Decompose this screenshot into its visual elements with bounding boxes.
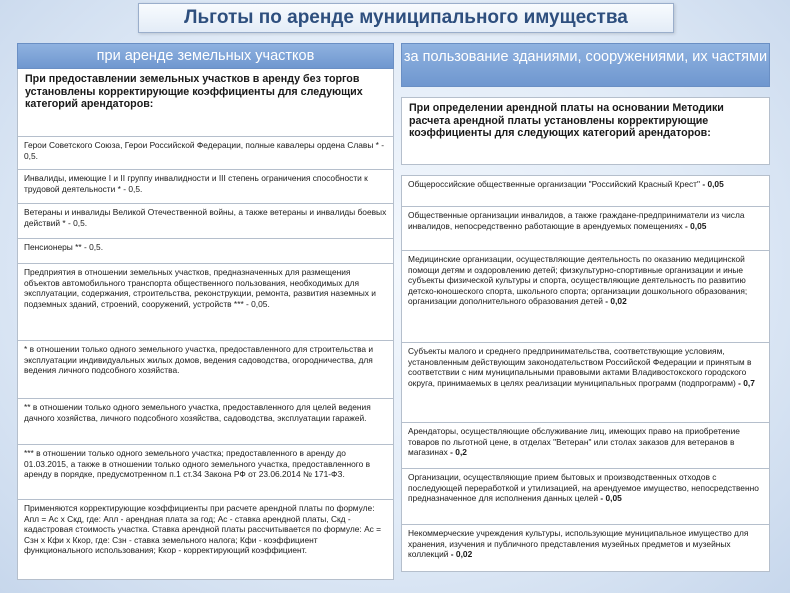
land-lease-header: при аренде земельных участков (17, 43, 394, 69)
page-title: Льготы по аренде муниципального имущества (138, 3, 674, 33)
building-lease-header: за пользование зданиями, сооружениями, их частями (401, 43, 770, 87)
land-item-veterans: Ветераны и инвалиды Великой Отечественной войны, а также ветераны и инвалиды боевых действий * - 0,5. (17, 204, 394, 239)
building-item-value: - 0,02 (448, 549, 473, 560)
land-formula-note: Применяются корректирующие коэффициенты при расчете арендной платы по формуле: Апл = Ас х Скд, где: Апл - арендная плата за год; Ас - ставка арендной платы, Скд - кадастровая стоимость участка. Ставка арендной платы рассчитывается по формуле: Ас = Сзн х Кфи х Ккор, где: Сзн - ставка земельного налога; Кфи - коэффициент функционального использования; Ккор - корректирующий коэффициент. (17, 500, 394, 580)
building-item-text: Некоммерческие учреждения культуры, использующие муниципальное имущество для хранения, изучения и публичного представления музейных предметов и музейных коллекций (408, 528, 749, 560)
building-item-medical (401, 251, 770, 343)
land-lease-intro: При предоставлении земельных участков в аренду без торгов установлены корректирующие коэффициенты для следующих категорий арендаторов: (17, 69, 394, 137)
land-item-heroes: Герои Советского Союза, Герои Российской Федерации, полные кавалеры ордена Славы * - 0,5. (17, 137, 394, 170)
building-item-veteran-shops (401, 423, 770, 469)
land-item-disabled: Инвалиды, имеющие I и II группу инвалидности и III степень ограничения способности к трудовой деятельности * - 0,5. (17, 170, 394, 204)
land-item-pensioners: Пенсионеры ** - 0,5. (17, 239, 394, 264)
building-item-text: Субъекты малого и среднего предпринимательства, соответствующие условиям, установленным действующим законодательством Российской Федерации и принятым в соответствии с ним муниципальными правовыми актами Владивостокского городского округа, принимаемых в целях реализации муниципальных программ (подпрограмм) (408, 346, 752, 388)
building-item-museums (401, 525, 770, 572)
building-item-disabled-orgs (401, 207, 770, 251)
building-item-text: Общественные организации инвалидов, а также граждане-предприниматели из числа инвалидов, непосредственно работающие в арендуемых помещениях (408, 210, 745, 231)
building-item-value: - 0,02 (602, 296, 627, 307)
building-item-waste (401, 469, 770, 525)
building-lease-intro: При определении арендной платы на основании Методики расчета арендной платы установлены корректирующие коэффициенты для следующих категорий арендаторов: (401, 97, 770, 165)
building-item-value: - 0,7 (735, 377, 755, 388)
building-item-value: - 0,05 (682, 220, 707, 231)
building-item-text: Общероссийские общественные организации "Российский Красный Крест" (408, 179, 700, 189)
building-item-text: Медицинские организации, осуществляющие деятельность по оказанию медицинской помощи детям и оздоровлению детей; физкультурно-спортивные организации и иные субъекты физической культуры и спорта, осуществляющие деятельность по развитию детско-юношеского спорта, школьного спорта; организации дошкольного образования; организации дополнительного образования детей (408, 254, 748, 307)
building-item-red-cross (401, 175, 770, 207)
building-item-small-business (401, 343, 770, 423)
building-item-value: - 0,05 (598, 493, 622, 504)
building-lease-column (401, 43, 770, 572)
building-item-text: Арендаторы, осуществляющие обслуживание лиц, имеющих право на приобретение товаров по льготной цене, в отделах "Ветеран" или столах заказов для ветеранов в магазинах (408, 426, 740, 458)
land-footnote-1: * в отношении только одного земельного участка, предоставленного для строительства и эксплуатации индивидуальных жилых домов, ведения садоводства, огородничества, для ведения личного подсобного хозяйства. (17, 341, 394, 399)
land-lease-column (17, 43, 394, 580)
building-item-value: - 0,05 (700, 179, 724, 189)
building-item-value: - 0,2 (447, 447, 467, 458)
building-item-text: Организации, осуществляющие прием бытовых и производственных отходов с последующей переработкой и утилизацией, на арендуемое имущество, непосредственно предназначенное для исполнения данных целей (408, 472, 759, 504)
land-footnote-3: *** в отношении только одного земельного участка; предоставленного в аренду до 01.03.2015, а также в отношении только одного земельного участка, предоставленного в аренду в порядке, предусмотренном п.1 ст.34 Закона РФ от 23.06.2014 № 171-ФЗ. (17, 445, 394, 500)
land-item-transport: Предприятия в отношении земельных участков, предназначенных для размещения объектов автомобильного транспорта общественного пользования, необходимых для эксплуатации, содержания, строительства, реконструкции, ремонта, развития наземных и подземных зданий, строений, сооружений, устройств *** - 0,05. (17, 264, 394, 341)
land-footnote-2: ** в отношении только одного земельного участка, предоставленного для целей ведения дачного хозяйства, личного подсобного хозяйства, садоводства, эксплуатации гаражей. (17, 399, 394, 445)
